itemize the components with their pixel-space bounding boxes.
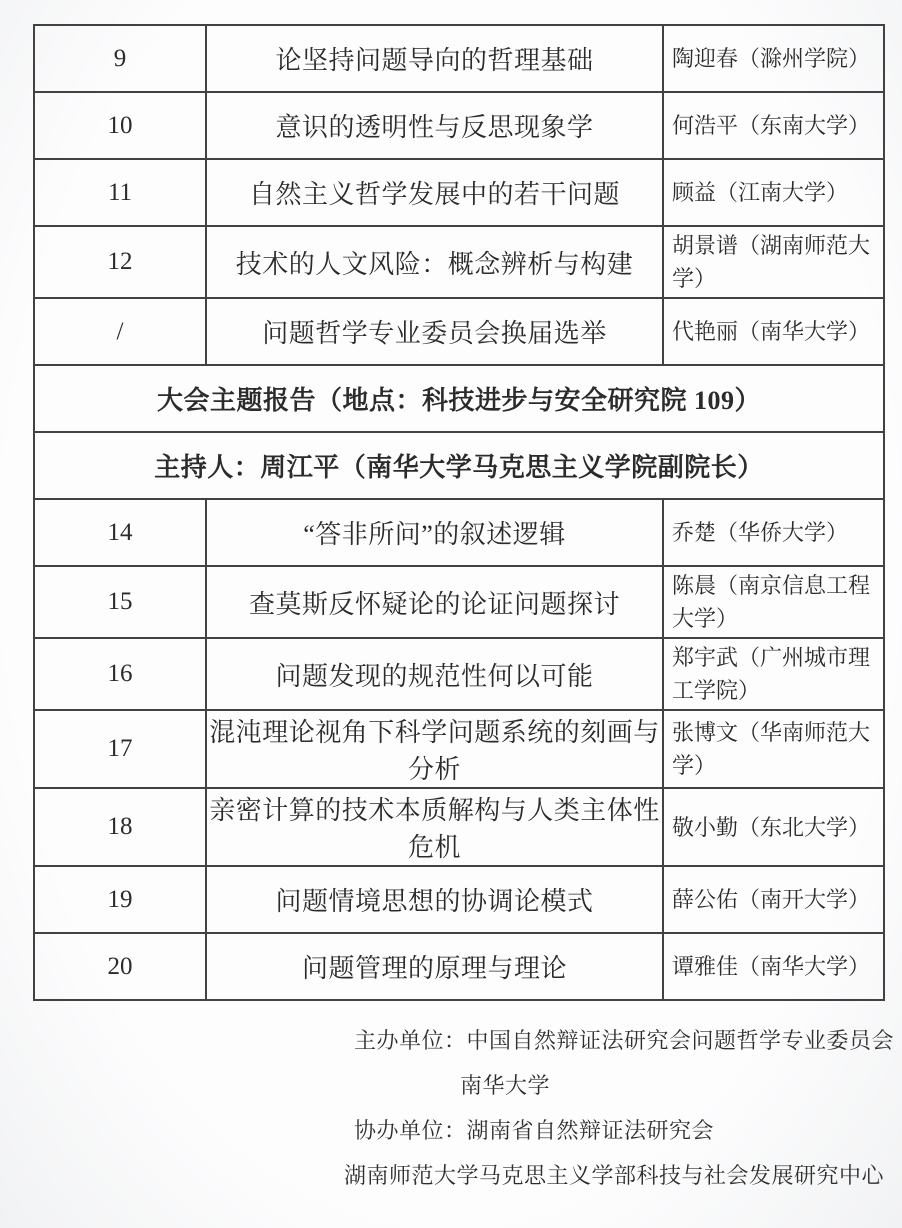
row-number-cell: 15 <box>34 566 206 638</box>
presenter-cell: 顾益（江南大学） <box>663 159 884 226</box>
row-number-cell: / <box>34 298 206 365</box>
paper-title-cell: 亲密计算的技术本质解构与人类主体性危机 <box>206 788 663 866</box>
footer-credits <box>344 1026 894 1206</box>
row-number-cell: 11 <box>34 159 206 226</box>
footer-line: 协办单位：湖南省自然辩证法研究会 <box>354 1118 715 1143</box>
paper-title-cell: 混沌理论视角下科学问题系统的刻画与分析 <box>206 710 663 788</box>
row-number-cell: 16 <box>34 638 206 710</box>
section-header-cell: 大会主题报告（地点：科技进步与安全研究院 109） <box>34 365 884 432</box>
presenter-cell: 郑宇武（广州城市理工学院） <box>663 638 884 710</box>
footer-line: 南华大学 <box>460 1073 551 1098</box>
paper-title-cell: 查莫斯反怀疑论的论证问题探讨 <box>206 566 663 638</box>
presenter-cell: 代艳丽（南华大学） <box>663 298 884 365</box>
presenter-cell: 张博文（华南师范大学） <box>663 710 884 788</box>
paper-title-cell: 问题管理的原理与理论 <box>206 933 663 1000</box>
table-row <box>34 499 884 566</box>
paper-title-cell: 技术的人文风险：概念辨析与构建 <box>206 226 663 298</box>
row-number-cell: 18 <box>34 788 206 866</box>
table-row <box>34 226 884 298</box>
section-header-cell: 主持人：周江平（南华大学马克思主义学院副院长） <box>34 432 884 499</box>
row-number-cell: 17 <box>34 710 206 788</box>
table-row <box>34 25 884 92</box>
table-row <box>34 159 884 226</box>
row-number-cell: 9 <box>34 25 206 92</box>
presenter-cell: 敬小勤（东北大学） <box>663 788 884 866</box>
row-number-cell: 20 <box>34 933 206 1000</box>
presenter-cell: 陶迎春（滁州学院） <box>663 25 884 92</box>
table-row <box>34 710 884 788</box>
table-row <box>34 866 884 933</box>
presenter-cell: 胡景谱（湖南师范大学） <box>663 226 884 298</box>
presenter-cell: 薛公佑（南开大学） <box>663 866 884 933</box>
presenter-cell: 乔楚（华侨大学） <box>663 499 884 566</box>
paper-title-cell: 问题情境思想的协调论模式 <box>206 866 663 933</box>
table-row <box>34 566 884 638</box>
row-number-cell: 10 <box>34 92 206 159</box>
table-row <box>34 298 884 365</box>
paper-title-cell: “答非所问”的叙述逻辑 <box>206 499 663 566</box>
section-header-row <box>34 365 884 432</box>
paper-title-cell: 自然主义哲学发展中的若干问题 <box>206 159 663 226</box>
paper-title-cell: 论坚持问题导向的哲理基础 <box>206 25 663 92</box>
paper-title-cell: 问题哲学专业委员会换届选举 <box>206 298 663 365</box>
presenter-cell: 何浩平（东南大学） <box>663 92 884 159</box>
presenter-cell: 陈晨（南京信息工程大学） <box>663 566 884 638</box>
table-row <box>34 933 884 1000</box>
footer-line: 湖南师范大学马克思主义学部科技与社会发展研究中心 <box>344 1163 885 1188</box>
row-number-cell: 14 <box>34 499 206 566</box>
section-header-row <box>34 432 884 499</box>
row-number-cell: 19 <box>34 866 206 933</box>
paper-title-cell: 问题发现的规范性何以可能 <box>206 638 663 710</box>
table-row <box>34 92 884 159</box>
footer-line: 主办单位：中国自然辩证法研究会问题哲学专业委员会 <box>354 1028 895 1053</box>
program-table <box>33 24 885 1001</box>
paper-title-cell: 意识的透明性与反思现象学 <box>206 92 663 159</box>
table-row <box>34 788 884 866</box>
row-number-cell: 12 <box>34 226 206 298</box>
presenter-cell: 谭雅佳（南华大学） <box>663 933 884 1000</box>
table-row <box>34 638 884 710</box>
